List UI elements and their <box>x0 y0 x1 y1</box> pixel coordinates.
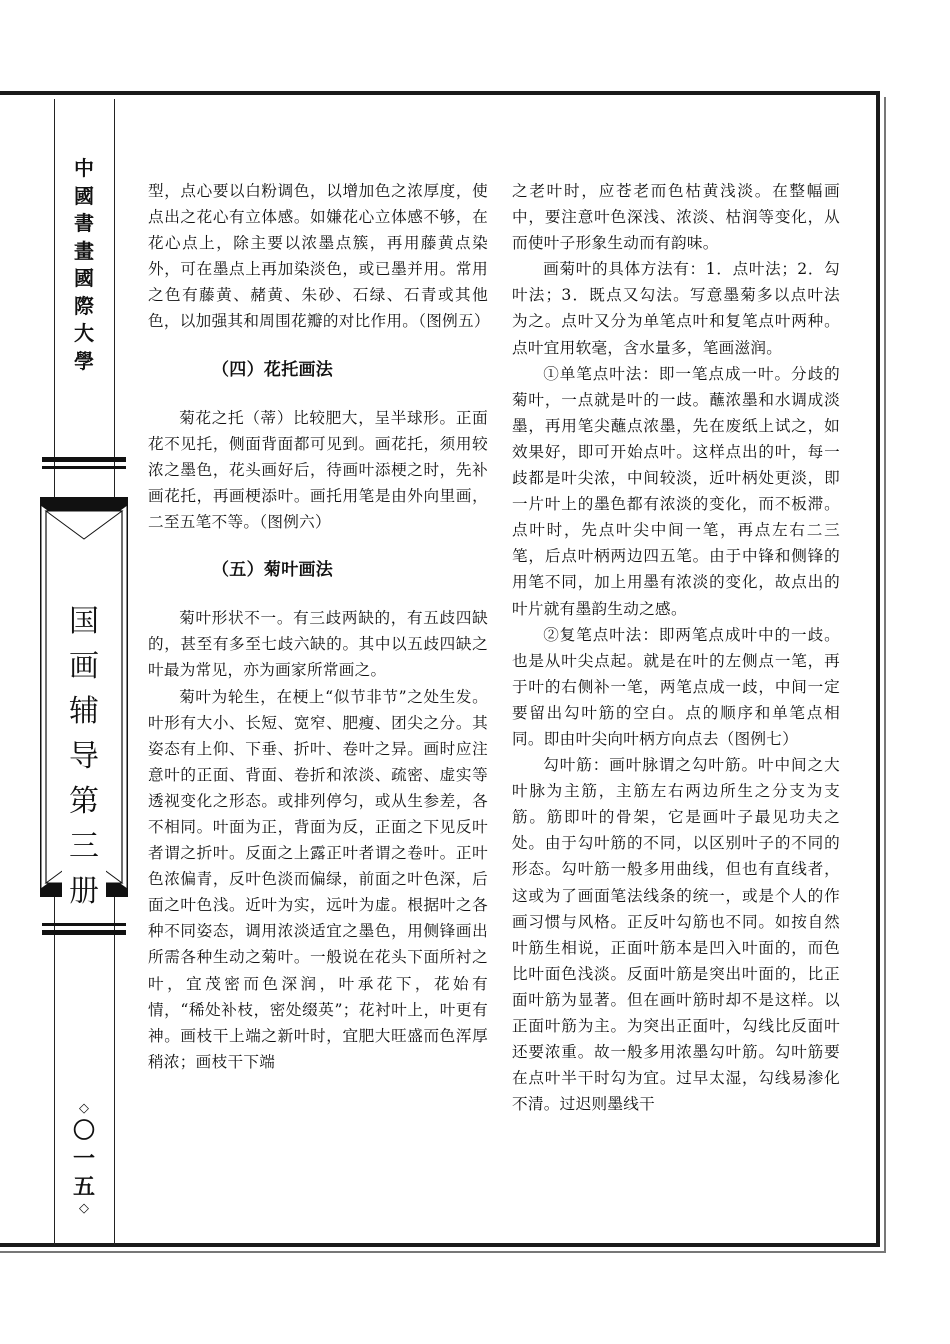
page-number-block <box>62 1101 106 1217</box>
banner-plate <box>40 497 128 909</box>
book-title-banner <box>40 457 128 935</box>
paragraph: 勾叶筋：画叶脉谓之勾叶筋。叶中间之大叶脉为主筋，主筋左右两边所生之分支为支筋。筋即叶的骨架，它是画叶子最见功夫之处。由于勾叶筋的不同，以区别叶子的不同的形态。勾叶筋一般多用曲线，但也有直线者，这或为了画面笔法线条的统一，或是个人的作画习惯与风格。正反叶勾筋也不同。如按自然叶筋生相说，正面叶筋本是凹入叶面的，而色比叶面色浅淡。反面叶筋是突出叶面的，比正面叶筋为显著。但在画叶筋时却不是这样。以正面叶筋为主。为突出正面叶，勾线比反面叶还要浓重。故一般多用浓墨勾叶筋。勾叶筋要在点叶半干时勾为宜。过早太湿，勾线易渗化不清。过迟则墨线干 <box>512 756 840 1114</box>
paragraph: 之老叶时，应苍老而色枯黄浅淡。在整幅画中，要注意叶色深浅、浓淡、枯润等变化，从而使叶子形象生动而有韵味。 <box>512 182 840 253</box>
text-column-left <box>148 178 488 1075</box>
paragraph: 菊花之托（蒂）比较肥大，呈半球形。正面花不见托，侧面背面都可见到。画花托，须用较浓之墨色，花头画好后，待画叶添梗之时，先补画花托，再画梗添叶。画托用笔是由外向里画，二至五笔不等。（图例六） <box>148 408 488 532</box>
banner-bottom-bar <box>42 930 126 935</box>
section-heading: （四）花托画法 <box>212 359 334 380</box>
paragraph: ②复笔点叶法：即两笔点成叶中的一歧。也是从叶尖点起。就是在叶的左侧点一笔，再于叶的右侧补一笔，两笔点成一歧，中间一定要留出勾叶筋的空白。点的顺序和单笔点相同。即由叶尖向叶柄方向点去（图例七） <box>512 625 840 748</box>
diamond-ornament-bottom: ◇ <box>79 1201 89 1216</box>
school-name: 中國書畫國際大學 <box>70 155 98 375</box>
paragraph: 菊叶为轮生，在梗上“似节非节”之处生发。叶形有大小、长短、宽窄、肥瘦、团尖之分。其姿态有上仰、下垂、折叶、卷叶之异。画时应注意叶的正面、背面、卷折和浓淡、疏密、虚实等透视变化之形态。或排列停匀，或从生参差，各不相同。叶面为正，背面为反，正面之下见反叶者谓之折叶。反面之上露正叶者谓之卷叶。正叶色浓偏青，反叶色淡而偏绿，前面之叶色深，后面之叶色浅。近叶为实，远叶为虚。根据叶之各种不同姿态，调用浓淡适宜之墨色，用侧锋画出所需各种生动之菊叶。一般说在花头下面所衬之叶，宜茂密而色深润，叶承花下，花始有情，“稀处补枝，密处缀英”；花衬叶上，叶更有神。画枝干上端之新叶时，宜肥大旺盛而色浑厚稍浓；画枝干下端 <box>148 687 488 1071</box>
banner-top-bar-thin <box>42 466 126 469</box>
paragraph: 画菊叶的具体方法有：1．点叶法；2．勾叶法；3．既点又勾法。写意墨菊多以点叶法为之。点叶又分为单笔点叶和复笔点叶两种。点叶宜用软毫，含水量多，笔画滋润。 <box>512 260 840 357</box>
text-column-right <box>512 178 840 1117</box>
diamond-ornament-top: ◇ <box>79 1101 89 1116</box>
paragraph: ①单笔点叶法：即一笔点成一叶。分歧的菊叶，一点就是叶的一歧。蘸浓墨和水调成淡墨，再用笔尖蘸点浓墨，先在废纸上试之，如效果好，即可开始点叶。这样点出的叶，每一歧都是叶尖浓，中间较淡，近叶柄处更淡，即一片叶上的墨色都有浓淡的变化，而不板滞。点叶时，先点叶尖中间一笔，再点左右二三笔，后点叶柄两边四五笔。由于中锋和侧锋的用笔不同，加上用墨有浓淡的变化，故点出的叶片就有墨韵生动之感。 <box>512 364 840 618</box>
banner-bottom-bar-thin <box>42 923 126 926</box>
book-title: 国画辅导第三册 <box>62 599 106 914</box>
banner-top-bar <box>42 457 126 462</box>
page-number: 〇一五 <box>72 1118 95 1200</box>
paragraph: 菊叶形状不一。有三歧两缺的，有五歧四缺的，甚至有多至七歧六缺的。其中以五歧四缺之叶最为常见，亦为画家所常画之。 <box>148 609 488 680</box>
section-heading: （五）菊叶画法 <box>212 560 334 581</box>
sidebar <box>18 95 128 1245</box>
paragraph: 型，点心要以白粉调色，以增加色之浓厚度，使点出之花心有立体感。如嫌花心立体感不够，在花心点上，除主要以浓墨点簇，再用藤黄点染外，可在墨点上再加染淡色，或已墨并用。常用之色有藤黄、赭黄、朱砂、石绿、石青或其他色，以加强其和周围花瓣的对比作用。（图例五） <box>148 182 490 331</box>
